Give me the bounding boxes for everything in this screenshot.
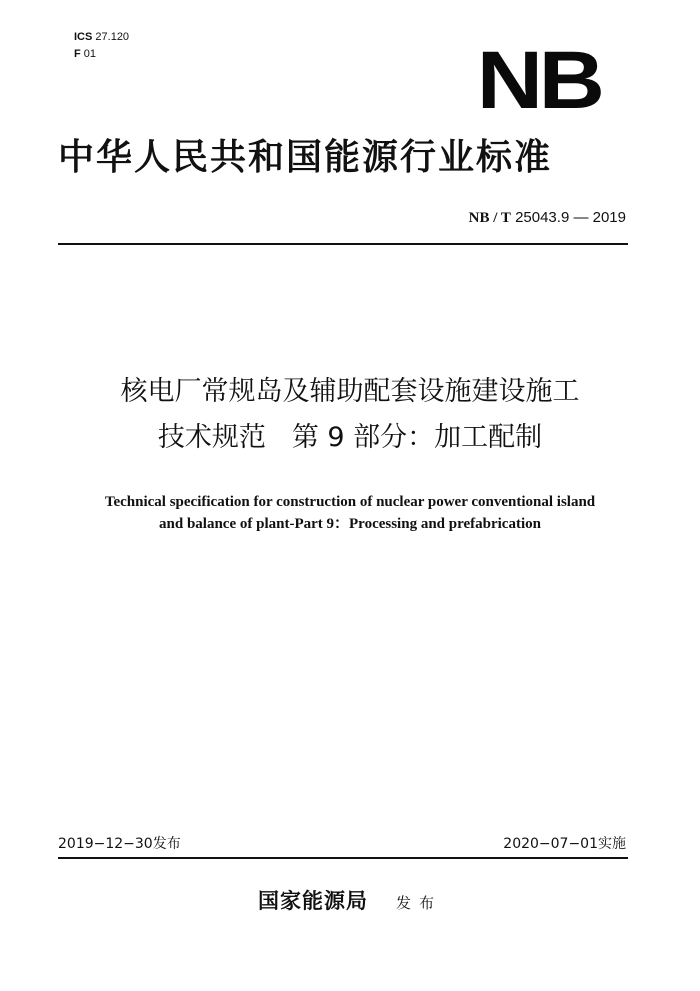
title-en-line1: Technical specification for construction of nuclear power conventional island <box>104 494 596 510</box>
ccs-label: F <box>74 48 81 60</box>
nb-logo: NB <box>476 35 600 126</box>
ics-label: ICS <box>74 31 93 43</box>
publisher-action: 发布 <box>395 894 442 912</box>
publisher-org: 国家能源局 <box>257 889 368 913</box>
implementation-date: 2020−07−01实施 <box>503 836 626 852</box>
standard-number-value: 25043.9 — 2019 <box>515 209 626 226</box>
issue-date: 2019−12−30发布 <box>58 836 181 852</box>
ccs-number: 01 <box>83 48 97 60</box>
title-cn-line2 <box>30 418 670 458</box>
top-divider <box>58 243 628 245</box>
ics-number: 27.120 <box>95 31 130 43</box>
standard-number <box>469 209 626 227</box>
bottom-divider <box>58 857 628 859</box>
ccs-code <box>74 47 96 61</box>
standard-number-prefix: NB / T <box>468 210 511 226</box>
title-cn-line1: 核电厂常规岛及辅助配套设施建设施工 <box>120 376 580 407</box>
title-cn-line2-part: 第 9 部分：加工配制 <box>291 422 543 453</box>
title-cn-line2-main: 技术规范 <box>157 422 266 453</box>
ics-code <box>74 30 129 44</box>
standard-type-title: 中华人民共和国能源行业标准 <box>58 137 553 178</box>
title-en-line2: and balance of plant-Part 9：Processing and prefabrication <box>159 516 541 532</box>
publisher <box>0 885 700 915</box>
